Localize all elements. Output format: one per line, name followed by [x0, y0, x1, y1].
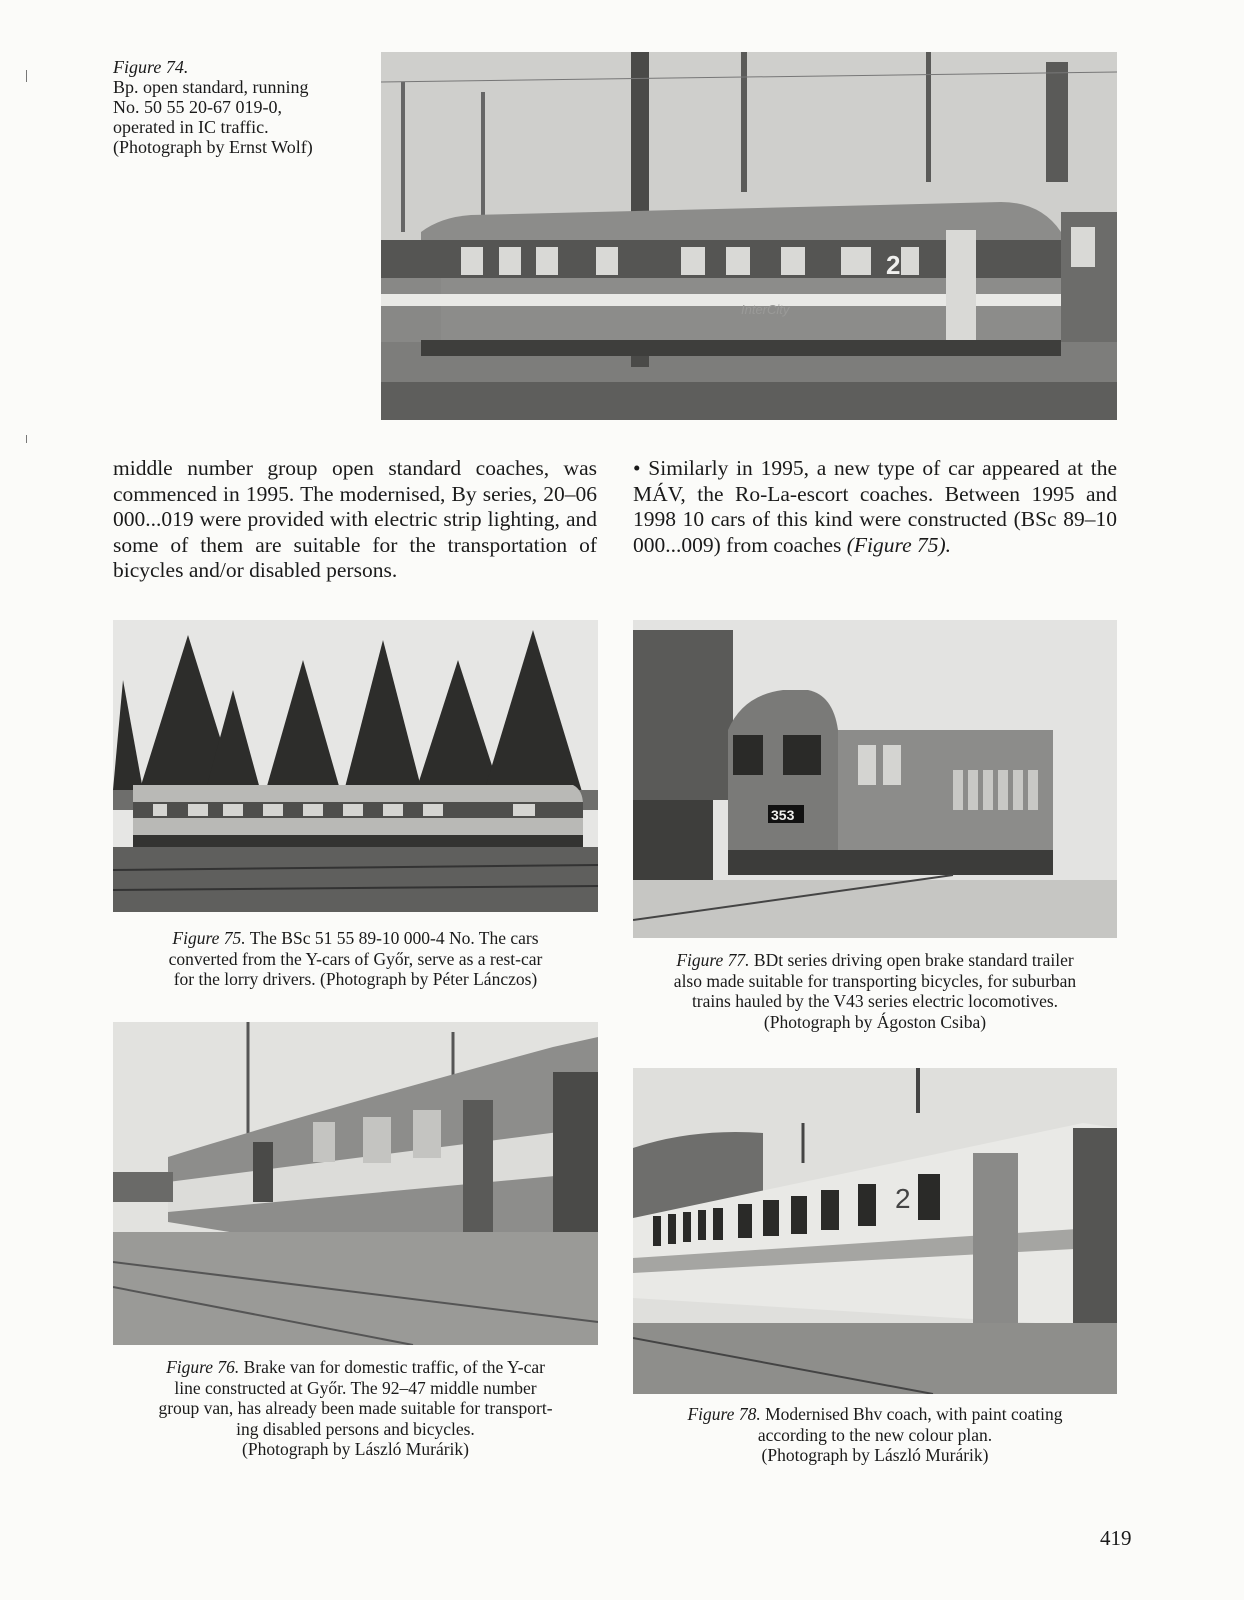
page-number: 419: [1100, 1526, 1132, 1550]
caption-line: (Photograph by Ernst Wolf): [113, 137, 313, 157]
figure-75-caption: [113, 928, 598, 990]
caption-line: for the lorry drivers. (Photograph by Péter Lánczos): [173, 969, 538, 989]
body-text-right: [633, 456, 1117, 558]
caption-line: (Photograph by László Murárik): [761, 1445, 989, 1465]
margin-mark: [26, 435, 27, 443]
caption-line: (Photograph by Ágoston Csiba): [763, 1011, 987, 1032]
caption-line: trains hauled by the V43 series electric locomotives.: [691, 991, 1059, 1011]
body-text-right-main: • Similarly in 1995, a new type of car appeared at the MÁV, the Ro-La-escort coaches. Between 1995 and 1998 10 cars of this kind were constructed (BSc 89–10 000...009) from coaches: [633, 456, 1117, 557]
class-numeral-2: 2: [886, 250, 901, 280]
caption-line: (Photograph by László Murárik): [242, 1439, 469, 1459]
caption-line: BDt series driving open brake standard trailer: [753, 950, 1074, 970]
intercity-branding: InterCity: [741, 302, 790, 317]
figure-75-label: Figure 75.: [172, 928, 246, 948]
figure-75-reference: (Figure 75).: [846, 532, 952, 557]
caption-line: ing disabled persons and bicycles.: [236, 1418, 475, 1439]
caption-line: No. 50 55 20-67 019-0,: [113, 97, 282, 117]
figure-76-photo: [113, 1022, 598, 1345]
caption-line: Brake van for domestic traffic, of the Y-car: [243, 1357, 545, 1377]
figure-78-photo: [633, 1068, 1117, 1394]
caption-line: The BSc 51 55 89-10 000-4 No. The cars: [249, 928, 539, 948]
figure-75-photo: [113, 620, 598, 912]
figure-74-caption: [113, 57, 375, 157]
figure-74-photo: [381, 52, 1117, 420]
figure-77-photo: [633, 620, 1117, 938]
figure-78-caption: [633, 1404, 1117, 1466]
figure-74-label: Figure 74.: [113, 57, 189, 77]
figure-78-label: Figure 78.: [687, 1404, 761, 1424]
caption-line: operated in IC traffic.: [113, 117, 269, 137]
figure-77-caption: [626, 950, 1124, 1032]
unit-number-353: 353: [771, 807, 795, 823]
figure-76-label: Figure 76.: [166, 1357, 240, 1377]
margin-mark: [26, 70, 27, 82]
caption-line: converted from the Y-cars of Győr, serve as a rest-car: [168, 948, 543, 969]
caption-line: group van, has already been made suitable for transport-: [158, 1398, 553, 1418]
class-numeral-2: 2: [895, 1183, 911, 1214]
caption-line: line constructed at Győr. The 92–47 middle number: [174, 1377, 537, 1398]
caption-line: Modernised Bhv coach, with paint coating: [765, 1404, 1063, 1424]
figure-76-caption: [113, 1357, 598, 1460]
body-text-left: middle number group open standard coaches, was commenced in 1995. The modernised, By series, 20–06 000...019 were provided with electric strip lighting, and some of them are suitable for the transportation of bicycles and/or disabled persons.: [113, 456, 597, 582]
caption-line: also made suitable for transporting bicycles, for suburban: [673, 970, 1077, 991]
caption-line: Bp. open standard, running: [113, 77, 309, 97]
caption-line: according to the new colour plan.: [757, 1424, 993, 1445]
figure-77-label: Figure 77.: [676, 950, 750, 970]
